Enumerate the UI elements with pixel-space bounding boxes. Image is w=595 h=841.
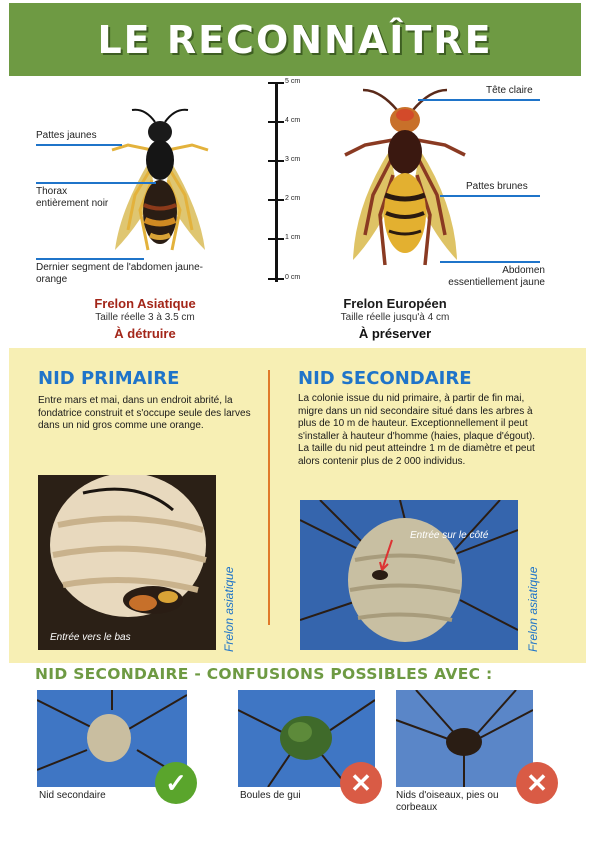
ruler-label: 2 cm (285, 195, 301, 202)
secondary-nest-photo (300, 500, 518, 650)
european-legs-pointer (440, 195, 540, 197)
european-legs-label: Pattes brunes (466, 181, 528, 192)
title-banner (9, 3, 581, 76)
ruler-label: 0 cm (285, 274, 301, 281)
confusion-label-mistletoe: Boules de gui (240, 790, 301, 801)
asian-segment-pointer (36, 258, 144, 260)
european-hornet-illustration (335, 85, 475, 285)
asian-segment-label: Dernier segment de l'abdomen jaune-orange (36, 262, 204, 285)
primary-vertical-label: Frelon asiatique (222, 566, 236, 652)
asian-action: À détruire (114, 326, 176, 341)
european-head-label: Tête claire (486, 85, 533, 96)
confusion-title: NID SECONDAIRE - CONFUSIONS POSSIBLES AVEC : (35, 665, 493, 683)
asian-legs-pointer (36, 144, 122, 146)
check-icon: ✓ (155, 762, 197, 804)
ruler-tick (268, 199, 284, 201)
asian-size: Taille réelle 3 à 3.5 cm (95, 312, 195, 323)
secondary-nest-text: La colonie issue du nid primaire, à partir de fin mai, migre dans un nid secondaire situé dans les arbres à plus de 10 m de hauteur. Exceptionnellement il peut s'installer à hauteur d'homme (haies, plaque d'égout). La taille du nid peut atteindre 1 m de diamètre et peut alors contenir plus de 2 000 individus. (298, 393, 535, 467)
confusion-photo-bird-nest (396, 690, 533, 787)
asian-name: Frelon Asiatique (94, 296, 196, 311)
ruler-tick (268, 278, 284, 280)
secondary-photo-caption: Entrée sur le côté (410, 530, 489, 541)
secondary-vertical-label: Frelon asiatique (526, 566, 540, 652)
ruler-tick (268, 160, 284, 162)
confusion-label-bird-nest: Nids d'oiseaux, pies ou corbeaux (396, 790, 499, 813)
asian-thorax-label: Thorax entièrement noir (36, 186, 109, 209)
primary-nest-photo (38, 475, 216, 650)
asian-legs-label: Pattes jaunes (36, 130, 97, 141)
european-size: Taille réelle jusqu'à 4 cm (340, 312, 450, 323)
confusion-label-nest: Nid secondaire (39, 790, 106, 801)
primary-nest-title: NID PRIMAIRE (38, 368, 180, 389)
primary-photo-caption: Entrée vers le bas (50, 632, 131, 643)
ruler-label: 4 cm (285, 117, 301, 124)
section-divider (268, 370, 270, 625)
asian-thorax-pointer (36, 182, 156, 184)
cross-icon: ✕ (340, 762, 382, 804)
european-name: Frelon Européen (343, 296, 447, 311)
ruler-label: 3 cm (285, 156, 301, 163)
european-head-pointer (418, 99, 540, 101)
cross-icon: ✕ (516, 762, 558, 804)
european-abdomen-pointer (440, 261, 540, 263)
ruler-tick (268, 82, 284, 84)
secondary-nest-title: NID SECONDAIRE (298, 368, 472, 389)
ruler-label: 5 cm (285, 78, 301, 85)
ruler-tick (268, 238, 284, 240)
ruler-label: 1 cm (285, 234, 301, 241)
size-ruler (275, 82, 278, 282)
european-action: À préserver (358, 326, 432, 341)
european-abdomen-label: Abdomen essentiellement jaune (448, 265, 545, 288)
ruler-tick (268, 121, 284, 123)
primary-nest-text: Entre mars et mai, dans un endroit abrité, la fondatrice construit et s'occupe seule des larves dans un nid gros comme une orange. (38, 395, 251, 431)
page-title: LE RECONNAÎTRE (97, 17, 493, 62)
